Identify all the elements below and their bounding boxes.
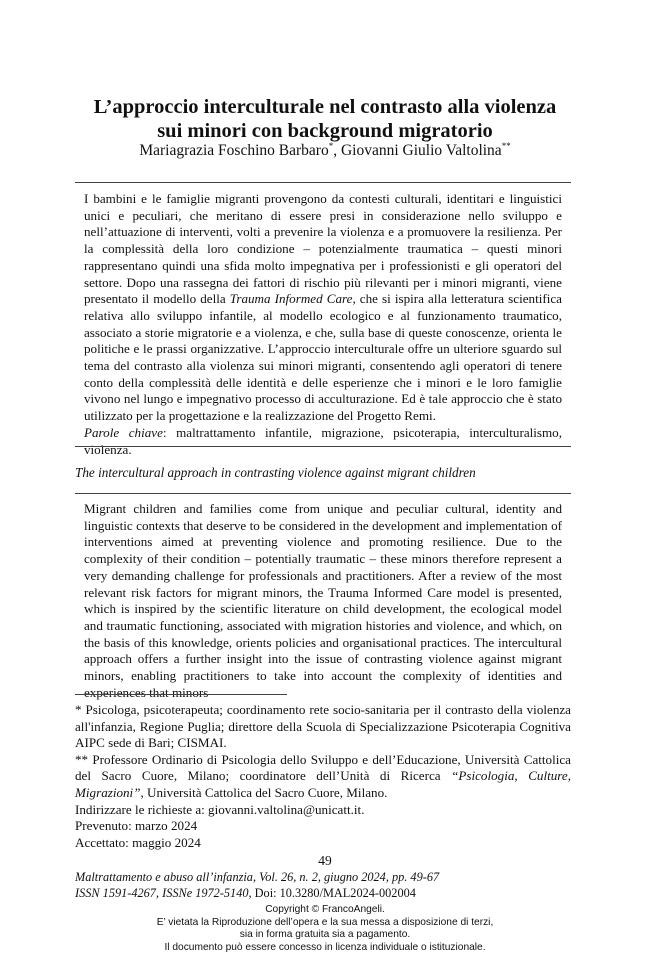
abstract-english: [84, 501, 562, 701]
model-name: Trauma Informed Care: [229, 291, 353, 307]
accepted-date: Accettato: maggio 2024: [75, 834, 201, 850]
abstract-english-body: Migrant children and families come from unique and peculiar cultural, identity and linguistic contexts that deserve to be considered in the development and implementation of interventions aimed at preventing violence and promoting resilience. Due to the complexity of their condition – potentially traumatic – these minors therefore represent a very demanding challenge for professionals and practitioners. After a review of the most relevant risk factors for migrant minors, the Trauma Informed Care model is presented, which is inspired by the scientific literature on child development, the ecological model and traumatic functioning, associated with migration histories and violence, and which, on the basis of this knowledge, orients policies and organisational practices. The intercultural approach offers a further insight into the issue of contrasting violence against migrant minors, enabling practitioners to take into account the complexity of identities and experiences that minors: [84, 501, 562, 700]
page-number: 49: [318, 853, 332, 868]
research-unit-name: “Psicologia, Culture, Migrazioni”: [75, 768, 571, 800]
journal-identifiers: [75, 886, 439, 902]
author-2: Giovanni Giulio Valtolina: [340, 142, 502, 159]
author-separator: ,: [333, 142, 341, 159]
footnote-rule: [75, 694, 287, 695]
english-title: The intercultural approach in contrasting violence against migrant children: [75, 465, 476, 480]
abstract-italian-text-b: , che si ispira alla letteratura scientifica relativa allo sviluppo infantile, al modello ecologico e al funzionamento traumatico, associato a storie migratorie e a violenza, e che, sulla base di queste conoscenze, orienta le politiche e le prassi organizzative. L’approccio interculturale offre un ulteriore sguardo sul tema del contrasto alla violenza sui minori migranti, consentendo agli operatori di tenere conto della complessità delle identità e delle esperienze che i minori e le loro famiglie vivono nel lungo e impegnativo processo di acculturazione. Ed è tale approccio che è stato utilizzato per la progettazione e la realizzazione del Progetto Remi.: [84, 291, 562, 424]
keywords: [84, 425, 562, 458]
keywords-label: Parole chiave: [84, 424, 163, 440]
copyright-line-3: sia in forma gratuita sia a pagamento.: [239, 929, 411, 941]
copyright-notice: [0, 904, 650, 954]
english-abstract-rule: [75, 493, 571, 494]
author-2-note-mark: **: [501, 141, 511, 151]
footnote-2: [75, 752, 571, 802]
copyright-line-2: E’ vietata la Riproduzione dell’opera e la sua messa a disposizione di terzi,: [156, 916, 494, 928]
abstract-top-rule: [75, 182, 571, 183]
footnote-2-text-b: , Università Cattolica del Sacro Cuore, Milano.: [140, 784, 388, 800]
footnote-1: * Psicologa, psicoterapeuta; coordinamento rete socio-sanitaria per il contrasto della violenza all'infanzia, Regione Puglia; direttore della Scuola di Specializzazione Psicoterapia Cognitiva AIPC sede di Bari; CISMAI.: [75, 702, 571, 751]
journal-info: [75, 870, 439, 901]
article-title: [60, 95, 590, 143]
footnote-2-text-a: ** Professore Ordinario di Psicologia dello Sviluppo e dell’Educazione, Università Cattolica del Sacro Cuore, Milano; coordinatore dell’Unità di Ricerca: [75, 751, 571, 784]
abstract-bottom-rule: [75, 446, 571, 447]
title-line-1: L’approccio interculturale nel contrasto alla violenza: [93, 96, 557, 118]
journal-citation: Maltrattamento e abuso all’infanzia, Vol. 26, n. 2, giugno 2024, pp. 49-67: [75, 870, 440, 884]
author-line: [60, 141, 590, 160]
received-date: Prevenuto: marzo 2024: [75, 818, 198, 834]
abstract-italian: [84, 191, 562, 458]
footnotes: [75, 702, 571, 851]
copyright-line-1: Copyright © FrancoAngeli.: [265, 904, 385, 915]
author-1: Mariagrazia Foschino Barbaro: [139, 142, 329, 159]
abstract-italian-text-a: I bambini e le famiglie migranti provengono da contesti culturali, identitari e linguistici unici e peculiari, che meritano di essere presi in considerazione nello sviluppo e nell’attuazione di interventi, volti a prevenire la violenza e a promuovere la resilienza. Per la complessità della loro condizione – potenzialmente traumatica – questi minori rappresentano quindi una sfida molto impegnativa per i professionisti e gli operatori del settore. Dopo una rassegna dei fattori di rischio più rilevanti per i minori migranti, viene presentato il modello della: [84, 191, 562, 307]
journal-doi: Doi: 10.3280/MAL2024-002004: [251, 885, 416, 900]
keywords-list: : maltrattamento infantile, migrazione, psicoterapia, interculturalismo, violenza.: [84, 424, 563, 457]
copyright-line-4: Il documento può essere concesso in licenza individuale o istituzionale.: [164, 941, 486, 953]
journal-issn: ISSN 1591-4267, ISSNe 1972-5140,: [75, 885, 252, 900]
contact-line: Indirizzare le richieste a: giovanni.valtolina@unicatt.it.: [75, 801, 365, 817]
abstract-italian-body: [84, 191, 562, 425]
title-line-2: sui minori con background migratorio: [157, 120, 493, 142]
author-1-note-mark: *: [328, 141, 334, 151]
